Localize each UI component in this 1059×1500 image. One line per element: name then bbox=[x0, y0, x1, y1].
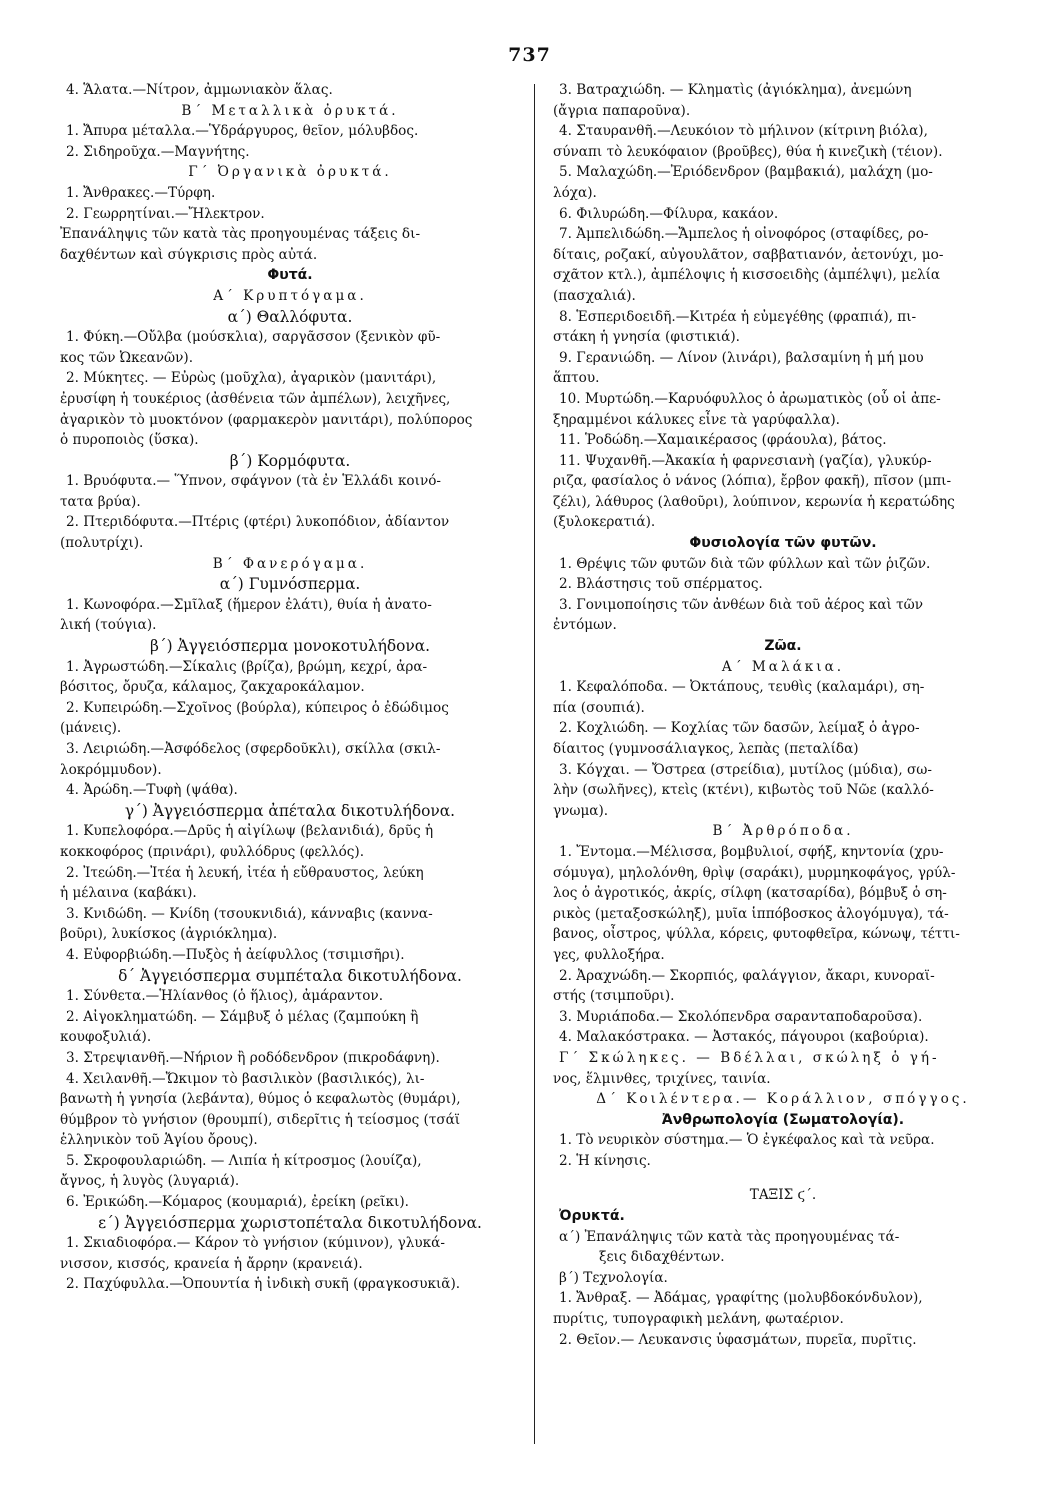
section-heading: Φυσιολογία τῶν φυτῶν. bbox=[689, 535, 877, 552]
text-line: ζέλι), λάθυρος (λαθοῦρι), λούπινον, κερωνία ἡ κερατώδης bbox=[553, 493, 955, 510]
text-line: 1. Κυπελοφόρα.—Δρῦς ἡ αἰγίλωψ (βελανιδιά), δρῦς ἡ bbox=[66, 823, 434, 840]
section-heading: Β΄ Ἀρθρόποδα. bbox=[712, 823, 854, 840]
text-line: Ἐπανάληψις τῶν κατὰ τὰς προηγουμένας τάξεις δι- bbox=[60, 226, 421, 243]
text-line: ἅπτου. bbox=[553, 370, 600, 387]
section-heading: Γ΄ Ὀργανικὰ ὀρυκτά. bbox=[188, 164, 392, 181]
text-line: 2. Πτεριδόφυτα.—Πτέρις (φτέρι) λυκοπόδιον, ἀδίαντον bbox=[66, 514, 450, 531]
section-heading: Β΄ Μεταλλικὰ ὀρυκτά. bbox=[181, 102, 399, 119]
text-line: ἐντόμων. bbox=[553, 617, 617, 634]
text-line: 6. Φιλυρώδη.—Φίλυρα, κακάον. bbox=[559, 205, 779, 222]
text-line: 1. Σύνθετα.—Ἡλίανθος (ὁ ἥλιος), ἀμάραντον. bbox=[66, 988, 384, 1005]
text-line: πυρίτις, τυπογραφικὴ μελάνη, φωταέριον. bbox=[553, 1311, 844, 1328]
text-line: 2. Κοχλιώδη. — Κοχλίας τῶν δασῶν, λείμαξ ὁ ἀγρο- bbox=[559, 720, 920, 737]
text-line: κοκκοφόρος (πρινάρι), φυλλόδρυς (φελλός). bbox=[60, 843, 365, 860]
text-line: 3. Κόγχαι. — Ὄστρεα (στρείδια), μυτίλος (μύδια), σω- bbox=[559, 761, 932, 778]
text-line: 1. Φύκη.—Οὔλβα (μούσκλια), σαργᾶσσον (ξενικὸν φῦ- bbox=[66, 329, 441, 346]
left-column bbox=[60, 80, 520, 1295]
text-line: 2. Βλάστησις τοῦ σπέρματος. bbox=[559, 576, 763, 593]
text-line: σύναπι τὸ λευκόφαιον (βροῦβες), θύα ἡ κινεζικὴ (τέιον). bbox=[553, 143, 943, 160]
text-line: 2. Κυπειρώδη.—Σχοῖνος (βούρλα), κύπειρος ὁ ἐδώδιμος bbox=[66, 699, 449, 716]
text-line: λος ὁ ἀγροτικός, ἀκρίς, σίλφη (κατσαρίδα), βόμβυξ ὁ ση- bbox=[553, 885, 947, 902]
text-line: ὁ πυροποιὸς (ὕσκα). bbox=[60, 432, 199, 449]
text-line: (πασχαλιά). bbox=[553, 287, 636, 304]
text-line: ἀγαρικὸν τὸ μυοκτόνον (φαρμακερὸν μανιτάρι), πολύπορος bbox=[60, 411, 473, 428]
text-line: (ξυλοκερατιά). bbox=[553, 514, 656, 531]
text-line: 1. Θρέψις τῶν φυτῶν διὰ τῶν φύλλων καὶ τῶν ῥιζῶν. bbox=[559, 555, 931, 572]
text-line: ἑλληνικὸν τοῦ Ἁγίου ὄρους). bbox=[60, 1132, 258, 1149]
text-line: 3. Βατραχιώδη. — Κληματὶς (ἀγιόκλημα), ἀνεμώνη bbox=[559, 82, 912, 98]
section-heading: Α΄ Μαλάκια. bbox=[721, 658, 845, 675]
text-line: πία (σουπιά). bbox=[553, 699, 645, 716]
text-line: 3. Γονιμοποίησις τῶν ἀνθέων διὰ τοῦ ἀέρος καὶ τῶν bbox=[559, 596, 924, 613]
text-line: ἡ μέλαινα (καβάκι). bbox=[60, 885, 197, 902]
text-line: ἐρυσίφη ἡ τουκέριος (ἀσθένεια τῶν ἀμπέλων), λειχῆνες, bbox=[60, 390, 451, 407]
text-line: 2. Αἰγοκληματώδη. — Σάμβυξ ὁ μέλας (ζαμπούκη ἢ bbox=[66, 1008, 419, 1025]
text-line: ἄγνος, ἡ λυγὸς (λυγαριά). bbox=[60, 1173, 240, 1190]
text-line: (πολυτρίχι). bbox=[60, 535, 144, 552]
text-line: 2. Γεωρρητίναι.—Ἤλεκτρον. bbox=[66, 205, 265, 222]
text-line: στής (τσιμποῦρι). bbox=[553, 988, 675, 1005]
text-line: 2. Ἀραχνώδη.— Σκορπιός, φαλάγγιον, ἄκαρι, κυνοραϊ- bbox=[559, 967, 935, 984]
text-line: 8. Ἑσπεριδοειδῆ.—Κιτρέα ἡ εὐμεγέθης (φραπιά), πι- bbox=[559, 308, 917, 325]
text-line: 2. Σιδηροῦχα.—Μαγνήτης. bbox=[66, 143, 250, 160]
text-line: σχᾶτον κτλ.), ἀμπέλοψις ἡ κισσοειδὴς (ἀμπέλψι), μελία bbox=[553, 267, 941, 284]
text-line: ρικὸς (μεταξοσκώληξ), μυῖα ἱππόβοσκος ἀλογόμυγα), τά- bbox=[553, 905, 949, 922]
text-line: δίταις, ροζακί, αὐγουλᾶτον, σαββατιανόν, ἀετονύχι, μο- bbox=[553, 246, 944, 263]
text-line: βόσιτος, ὄρυζα, κάλαμος, ζακχαροκάλαμον. bbox=[60, 679, 365, 696]
text-line: γνωμα). bbox=[553, 802, 609, 819]
section-heading: β΄) Κορμόφυτα. bbox=[229, 451, 351, 470]
text-line: 4. Σταυρανθῆ.—Λευκόιον τὸ μήλινον (κίτρινη βιόλα), bbox=[559, 123, 928, 140]
text-line: κος τῶν Ὠκεανῶν). bbox=[60, 349, 194, 366]
text-line: λὴν (σωλῆνες), κτεὶς (κτένι), κιβωτὸς τοῦ Νῶε (καλλό- bbox=[553, 782, 934, 799]
page-number: 737 bbox=[508, 44, 551, 66]
section-heading: γ΄) Ἀγγειόσπερμα ἀπέταλα δικοτυλήδονα. bbox=[124, 801, 456, 820]
text-line: τατα βρύα). bbox=[60, 493, 141, 510]
right-column bbox=[553, 80, 1013, 1350]
text-line: 2. Παχύφυλλα.—Ὀπουντία ἡ ἰνδικὴ συκῆ (φραγκοσυκιᾶ). bbox=[66, 1276, 461, 1293]
text-line: (ἄγρια παπαροῦνα). bbox=[553, 102, 691, 119]
text-line: βανος, οἶστρος, ψύλλα, κόρεις, φυτοφθεῖρα, κώνωψ, τέττι- bbox=[553, 926, 960, 943]
text-line: 1. Βρυόφυτα.— Ὕπνον, σφάγνον (τὰ ἐν Ἑλλάδι κοινό- bbox=[66, 473, 441, 490]
text-line: λόχα). bbox=[553, 184, 597, 201]
text-line: Δ΄ Κοιλέντερα.— Κοράλλιον, σπόγγος. bbox=[596, 1091, 970, 1108]
text-line: 1. Σκιαδιοφόρα.— Κάρον τὸ γνήσιον (κύμινον), γλυκά- bbox=[66, 1235, 445, 1252]
text-line: νισσον, κισσός, κρανεία ἡ ἄρρην (κρανειά). bbox=[60, 1255, 363, 1272]
text-line: 1. Ἔντομα.—Μέλισσα, βομβυλιοί, σφήξ, κηντονία (χρυ- bbox=[559, 843, 944, 860]
text-line: 2. Θεῖον.— Λευκανσις ὑφασμάτων, πυρεῖα, πυρῖτις. bbox=[559, 1331, 917, 1348]
text-line: 2. Μύκητες. — Εὐρὼς (μοῦχλα), ἀγαρικὸν (μανιτάρι), bbox=[66, 370, 437, 387]
section-heading: α΄) Θαλλόφυτα. bbox=[227, 307, 353, 326]
text-line: 1. Ἄπυρα μέταλλα.—Ὑδράργυρος, θεῖον, μόλυβδος. bbox=[66, 123, 419, 140]
text-line: Γ΄ Σκώληκες. — Βδέλλαι, σκώληξ ὁ γή- bbox=[559, 1049, 940, 1066]
text-line: 4. Μαλακόστρακα. — Ἀστακός, πάγουροι (καβούρια). bbox=[559, 1029, 929, 1046]
text-line: νος, ἕλμινθες, τριχίνες, ταινία. bbox=[553, 1070, 771, 1087]
spacer bbox=[553, 1171, 1013, 1185]
section-heading: Β΄ Φανερόγαμα. bbox=[212, 555, 368, 572]
text-line: κουφοξυλιά). bbox=[60, 1029, 152, 1046]
text-line: 1. Ἄνθρακες.—Τύρφη. bbox=[66, 184, 216, 201]
text-line: (μάνεις). bbox=[60, 720, 122, 737]
text-line: ξηραμμένοι κάλυκες εἶνε τὰ γαρύφαλλα). bbox=[553, 411, 840, 428]
text-line: βοῦρι), λυκίσκος (ἀγριόκλημα). bbox=[60, 926, 278, 943]
text-line: β΄) Τεχνολογία. bbox=[559, 1269, 668, 1286]
text-line: 6. Ἐρικώδη.—Κόμαρος (κουμαριά), ἐρείκη (ρεῖκι). bbox=[66, 1194, 409, 1211]
text-line: δίαιτος (γυμνοσάλιαγκος, λεπὰς (πεταλίδα) bbox=[553, 741, 859, 757]
section-heading: Α΄ Κρυπτόγαμα. bbox=[213, 287, 367, 304]
text-line: 1. Κεφαλόποδα. — Ὀκτάπους, τευθὶς (καλαμάρι), ση- bbox=[559, 679, 925, 696]
text-line: 2. Ἰτεώδη.—Ἰτέα ἡ λευκή, ἰτέα ἡ εὔθραυστος, λεύκη bbox=[66, 864, 424, 881]
text-line: 3. Λειριώδη.—Ἀσφόδελος (σφερδοῦκλι), σκίλλα (σκιλ- bbox=[66, 741, 441, 757]
text-line: ριζα, φασίαλος ὁ νάνος (λόπια), ἔρβον φακῆ), πῖσον (μπι- bbox=[553, 473, 952, 490]
text-line: 5. Σκροφουλαριώδη. — Λιπία ἡ κίτροσμος (λουίζα), bbox=[66, 1152, 422, 1169]
text-line: 1. Ἀγρωστώδη.—Σίκαλις (βρίζα), βρώμη, κεχρί, ἀρα- bbox=[66, 658, 428, 675]
text-line: 11. Ψυχανθῆ.—Ἀκακία ἡ φαρνεσιανὴ (γαζία), γλυκύρ- bbox=[559, 452, 932, 469]
text-line: 4. Εὐφορβιώδη.—Πυξὸς ἡ ἀείφυλλος (τσιμισῆρι). bbox=[66, 946, 405, 963]
section-heading: ΤΑΞΙΣ ϛ΄. bbox=[749, 1187, 817, 1204]
text-line: σόμυγα), μηλολόνθη, θρὶψ (σαράκι), μυρμηκοφάγος, γρύλ- bbox=[553, 864, 956, 881]
text-line: γες, φυλλοξήρα. bbox=[553, 946, 665, 963]
section-heading: Ζῶα. bbox=[764, 638, 802, 655]
text-line: ξεις διδαχθέντων. bbox=[599, 1249, 725, 1266]
text-line: 4. Ἅλατα.—Νίτρον, ἀμμωνιακὸν ἅλας. bbox=[66, 82, 333, 98]
text-line: 11. Ῥοδώδη.—Χαμαικέρασος (φράουλα), βάτος. bbox=[559, 432, 887, 449]
text-line: λοκρόμμυδον). bbox=[60, 761, 162, 778]
text-line: 3. Κνιδώδη. — Κνίδη (τσουκνιδιά), κάνναβις (καννα- bbox=[66, 905, 433, 922]
section-heading: α΄) Γυμνόσπερμα. bbox=[219, 575, 361, 594]
text-line: 10. Μυρτώδη.—Καρυόφυλλος ὁ ἀρωματικὸς (οὗ οἱ ἀπε- bbox=[559, 390, 941, 407]
text-line: 3. Μυριάποδα.— Σκολόπενδρα σαρανταποδαροῦσα). bbox=[559, 1008, 923, 1025]
text-line: λική (τούγια). bbox=[60, 617, 157, 634]
text-line: στάκη ἡ γνησία (φιστικιά). bbox=[553, 329, 740, 346]
text-line: 1. Τὸ νευρικὸν σύστημα.— Ὁ ἐγκέφαλος καὶ τὰ νεῦρα. bbox=[559, 1132, 935, 1149]
text-line: δαχθέντων καὶ σύγκρισις πρὸς αὐτά. bbox=[60, 246, 318, 263]
section-heading: Φυτά. bbox=[267, 267, 313, 284]
column-divider bbox=[534, 84, 535, 1444]
text-line: α΄) Ἐπανάληψις τῶν κατὰ τὰς προηγουμένας τά- bbox=[559, 1228, 900, 1245]
text-line: 9. Γερανιώδη. — Λίνον (λινάρι), βαλσαμίνη ἡ μή μου bbox=[559, 349, 924, 366]
text-line: θύμβρον τὸ γνήσιον (θρουμπί), σιδερῖτις ἡ τείοσμος (τσάϊ bbox=[60, 1111, 461, 1128]
text-line: 4. Χειλανθῆ.—Ὤκιμον τὸ βασιλικὸν (βασιλικός), λι- bbox=[66, 1070, 425, 1087]
text-line: βανωτὴ ἡ γνησία (λεβάντα), θύμος ὁ κεφαλωτὸς (θυμάρι), bbox=[60, 1091, 461, 1108]
text-line: 3. Στρεψιανθῆ.—Νήριον ἢ ροδόδενδρον (πικροδάφνη). bbox=[66, 1049, 440, 1066]
text-line: 1. Ἄνθραξ. — Ἀδάμας, γραφίτης (μολυβδοκόνδυλον), bbox=[559, 1290, 923, 1307]
text-line: 4. Ἀρώδη.—Τυφὴ (ψάθα). bbox=[66, 782, 238, 799]
section-heading: ε΄) Ἀγγειόσπερμα χωριστοπέταλα δικοτυλήδονα. bbox=[98, 1213, 482, 1232]
section-heading: δ΄ Ἀγγειόσπερμα συμπέταλα δικοτυλήδονα. bbox=[118, 966, 462, 985]
section-heading: β΄) Ἀγγειόσπερμα μονοκοτυλήδονα. bbox=[150, 637, 430, 656]
text-line: 1. Κωνοφόρα.—Σμῖλαξ (ἥμερον ἐλάτι), θυία ἡ ἀνατο- bbox=[66, 596, 432, 613]
text-line: 5. Μαλαχώδη.—Ἐριόδενδρον (βαμβακιά), μαλάχη (μο- bbox=[559, 164, 933, 181]
text-line: 7. Ἀμπελιδώδη.—Ἄμπελος ἡ οἰνοφόρος (σταφίδες, ρο- bbox=[559, 226, 929, 243]
text-line: 2. Ἡ κίνησις. bbox=[559, 1152, 651, 1169]
section-heading: Ὀρυκτά. bbox=[559, 1208, 625, 1225]
section-heading: Ἀνθρωπολογία (Σωματολογία). bbox=[661, 1111, 905, 1128]
